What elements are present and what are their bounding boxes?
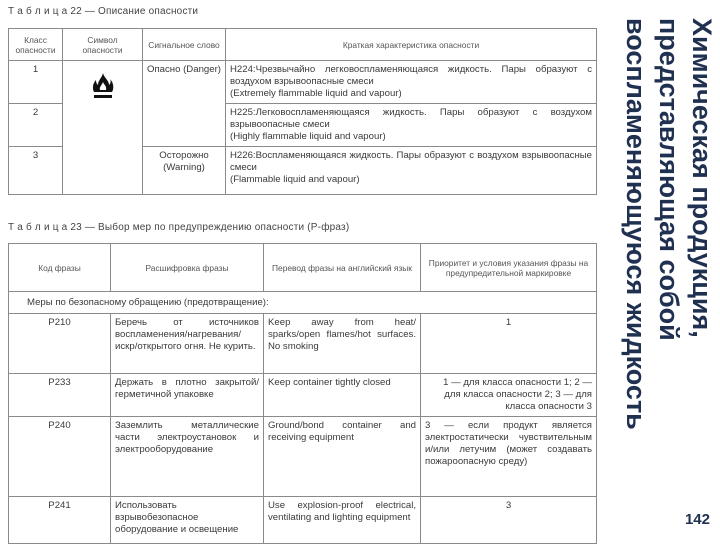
code-cell: P240 [9, 417, 111, 497]
precaution-table [8, 243, 597, 544]
ru-cell: Заземлить металлические части электроустановок и электрооборудование [111, 417, 264, 497]
header-translation: Перевод фразы на английский язык [264, 244, 421, 292]
slide-title-line: воспламеняющуюся жидкость [621, 18, 651, 430]
header-code: Код фразы [9, 244, 111, 292]
ru-cell: Использовать взрывобезопасное оборудование и освещение [111, 497, 264, 544]
hazard-text-en: (Highly flammable liquid and vapour) [230, 131, 386, 142]
header-description: Краткая характеристика опасности [226, 29, 597, 61]
priority-cell: 1 [421, 314, 597, 374]
class-cell: 1 [9, 61, 63, 104]
ru-cell: Беречь от источников воспламенения/нагревания/искр/открытого огня. Не курить. [111, 314, 264, 374]
header-priority: Приоритет и условия указания фразы на предупредительной маркировке [421, 244, 597, 292]
header-signal: Сигнальное слово [143, 29, 226, 61]
table-row [9, 61, 597, 104]
table-row [9, 314, 597, 374]
hazard-text: H225:Легковоспламеняющаяся жидкость. Пары образуют с воздухом взрывоопасные смеси [230, 107, 592, 130]
slide-title [619, 18, 718, 488]
hazard-text-en: (Extremely flammable liquid and vapour) [230, 88, 402, 99]
ru-cell: Держать в плотно закрытой/герметичной упаковке [111, 374, 264, 417]
priority-cell: 1 — для класса опасности 1; 2 — для класса опасности 2; 3 — для класса опасности 3 [421, 374, 597, 417]
header-symbol: Символ опасности [63, 29, 143, 61]
header-class: Класс опасности [9, 29, 63, 61]
table22-caption: Т а б л и ц а 22 — Описание опасности [8, 6, 199, 17]
table-row [9, 417, 597, 497]
hazard-text: H226:Воспламеняющаяся жидкость. Пары образуют с воздухом взрывоопасные смеси [230, 150, 592, 173]
signal-word-warning: Осторожно (Warning) [143, 147, 226, 195]
code-cell: P210 [9, 314, 111, 374]
table23-caption: Т а б л и ц а 23 — Выбор мер по предупреждению опасности (Р-фраз) [8, 222, 350, 233]
class-cell: 3 [9, 147, 63, 195]
hazard-description-table [8, 28, 597, 195]
en-cell: Ground/bond container and receiving equipment [264, 417, 421, 497]
header-decoding: Расшифровка фразы [111, 244, 264, 292]
group-row: Меры по безопасному обращению (предотвращение): [9, 292, 597, 314]
page-number: 142 [684, 511, 710, 528]
hazard-text: H224:Чрезвычайно легковоспламеняющаяся жидкость. Пары образуют с воздухом взрывоопасные смеси [230, 64, 592, 87]
en-cell: Keep away from heat/ sparks/open flames/hot surfaces. No smoking [264, 314, 421, 374]
slide-title-line: Химическая продукция, [687, 18, 717, 338]
flame-icon [91, 72, 115, 104]
signal-word-danger: Опасно (Danger) [143, 61, 226, 147]
en-cell: Use explosion-proof electrical, ventilating and lighting equipment [264, 497, 421, 544]
table-row [9, 374, 597, 417]
slide-title-line: представляющая собой [654, 18, 684, 341]
table-row [9, 497, 597, 544]
priority-cell: 3 — если продукт является электростатически чувствительным и/или летучим (может создавать пожароопасную среду) [421, 417, 597, 497]
priority-cell: 3 [421, 497, 597, 544]
symbol-cell [63, 61, 143, 195]
hazard-text-en: (Flammable liquid and vapour) [230, 174, 360, 185]
en-cell: Keep container tightly closed [264, 374, 421, 417]
code-cell: P241 [9, 497, 111, 544]
code-cell: P233 [9, 374, 111, 417]
class-cell: 2 [9, 104, 63, 147]
